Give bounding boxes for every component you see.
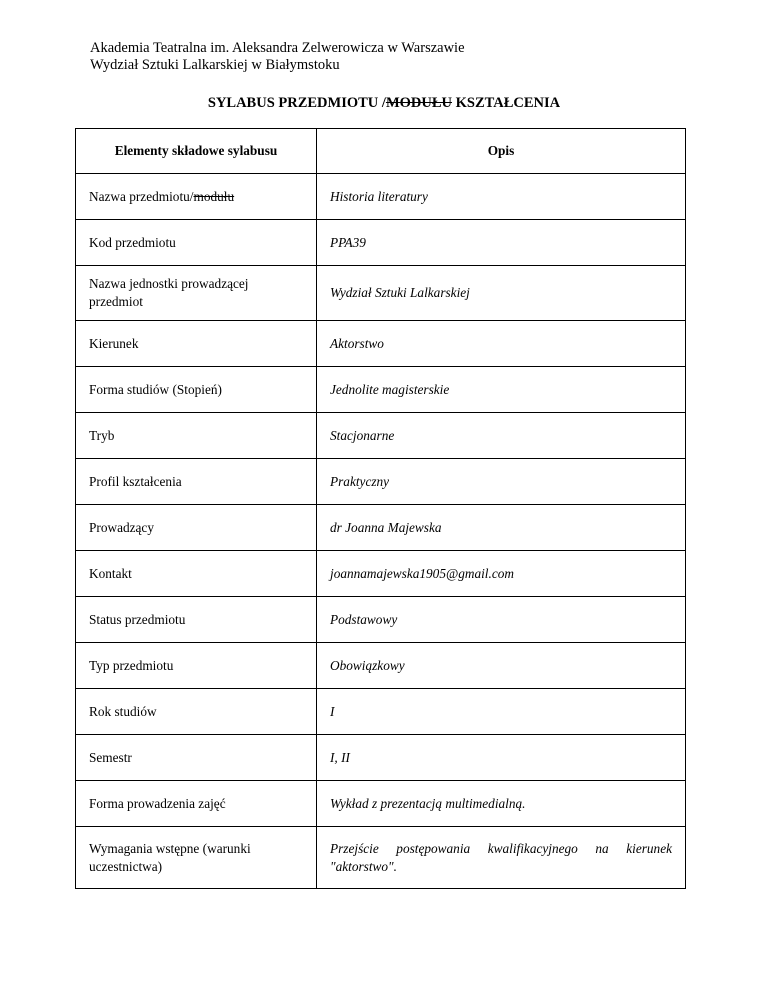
row-value: Przejście postępowania kwalifikacyjnego na kierunek "aktorstwo". [317, 827, 686, 889]
table-row [76, 781, 686, 827]
column-header-description: Opis [317, 129, 686, 174]
table-row [76, 413, 686, 459]
row-value: Obowiązkowy [317, 643, 686, 689]
row-label: Status przedmiotu [76, 597, 317, 643]
row-value: Podstawowy [317, 597, 686, 643]
row-value: Stacjonarne [317, 413, 686, 459]
row-value: Wykład z prezentacją multimedialną. [317, 781, 686, 827]
row-label: Wymagania wstępne (warunki uczestnictwa) [76, 827, 317, 889]
syllabus-table [75, 128, 686, 889]
table-row [76, 321, 686, 367]
row-label: Tryb [76, 413, 317, 459]
title-struck-word: MODUŁU [385, 95, 452, 111]
row-label: Rok studiów [76, 689, 317, 735]
row-label: Kod przedmiotu [76, 220, 317, 266]
row-value: PPA39 [317, 220, 686, 266]
row-label-struck: modułu [193, 188, 235, 204]
row-value: I [317, 689, 686, 735]
row-value: Aktorstwo [317, 321, 686, 367]
title-end: KSZTAŁCENIA [452, 95, 561, 111]
row-label: Semestr [76, 735, 317, 781]
contact-email[interactable]: joannamajewska1905@gmail.com [317, 551, 686, 597]
row-label: Nazwa jednostki prowadzącej przedmiot [76, 266, 317, 321]
document-title [0, 95, 768, 112]
faculty-name: Wydział Sztuki Lalkarskiej w Białymstoku [90, 57, 340, 73]
document-header [90, 40, 465, 74]
row-value: I, II [317, 735, 686, 781]
row-value: dr Joanna Majewska [317, 505, 686, 551]
table-row [76, 220, 686, 266]
row-label: Typ przedmiotu [76, 643, 317, 689]
table-row [76, 735, 686, 781]
row-value: Jednolite magisterskie [317, 367, 686, 413]
row-label-text: Nazwa przedmiotu/ [89, 188, 194, 204]
row-label: Forma prowadzenia zajęć [76, 781, 317, 827]
table-row [76, 689, 686, 735]
table-row [76, 643, 686, 689]
table-header-row [76, 129, 686, 174]
table-row [76, 367, 686, 413]
row-label: Profil kształcenia [76, 459, 317, 505]
table-row [76, 266, 686, 321]
row-label: Forma studiów (Stopień) [76, 367, 317, 413]
row-label: Kierunek [76, 321, 317, 367]
row-label: Prowadzący [76, 505, 317, 551]
table-row [76, 597, 686, 643]
institution-name: Akademia Teatralna im. Aleksandra Zelwerowicza w Warszawie [90, 40, 465, 56]
title-main: SYLABUS PRZEDMIOTU / [207, 95, 386, 111]
table-row [76, 551, 686, 597]
row-value: Wydział Sztuki Lalkarskiej [317, 266, 686, 321]
row-value: Historia literatury [317, 174, 686, 220]
row-label: Kontakt [76, 551, 317, 597]
row-value: Praktyczny [317, 459, 686, 505]
column-header-elements: Elementy składowe sylabusu [76, 129, 317, 174]
table-row [76, 174, 686, 220]
table-row [76, 459, 686, 505]
row-label [76, 174, 317, 220]
table-row [76, 827, 686, 889]
table-row [76, 505, 686, 551]
